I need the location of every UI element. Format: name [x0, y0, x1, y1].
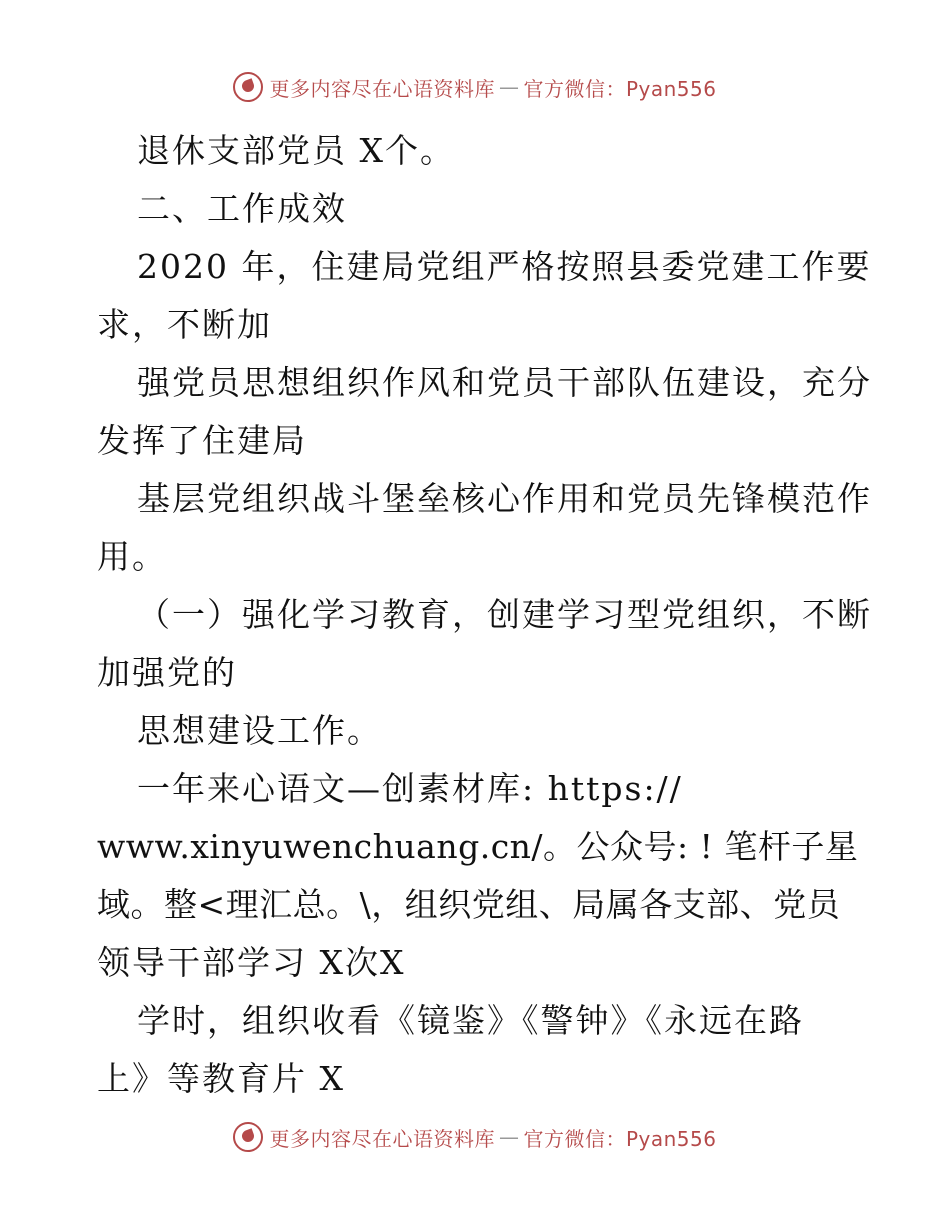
text-line: 思想建设工作。: [137, 711, 382, 750]
text-line: 基层党组织战斗堡垒核心作用和党员先锋模范作: [137, 479, 872, 518]
banner-separator: —: [498, 75, 520, 99]
text-line: 域。整<理汇总。\，组织党组、局属各支部、党员: [97, 885, 841, 924]
banner-separator: —: [498, 1125, 520, 1149]
pen-logo-icon: [233, 72, 263, 102]
header-watermark-banner: [0, 72, 950, 102]
text-line: 上》等教育片 X: [97, 1059, 345, 1098]
banner-wechat-text: 官方微信：Pyan556: [523, 76, 717, 101]
banner-wechat-text: 官方微信：Pyan556: [523, 1126, 717, 1151]
subsection-heading: （一）强化学习教育，创建学习型党组织，不断: [137, 595, 872, 634]
text-line: 2020 年，住建局党组严格按照县委党建工作要: [137, 247, 872, 286]
text-line: 求，不断加: [97, 305, 272, 344]
text-line: 加强党的: [97, 653, 237, 692]
section-heading: 二、工作成效: [137, 189, 347, 228]
text-line: 领导干部学习 X次X: [97, 943, 406, 982]
text-line: 发挥了住建局: [97, 421, 307, 460]
text-line: 强党员思想组织作风和党员干部队伍建设，充分: [137, 363, 872, 402]
text-line: 一年来心语文—创素材库: https://: [137, 769, 683, 808]
footer-watermark-banner: [0, 1122, 950, 1152]
pen-logo-icon: [233, 1122, 263, 1152]
banner-main-text: 更多内容尽在心语资料库: [269, 1126, 495, 1151]
text-line: www.xinyuwenchuang.cn/。公众号: ! 笔杆子星: [97, 827, 859, 866]
text-line: 退休支部党员 X个。: [137, 131, 455, 170]
text-line: 用。: [97, 537, 167, 576]
banner-main-text: 更多内容尽在心语资料库: [269, 76, 495, 101]
text-line: 学时，组织收看《镜鉴》《警钟》《永远在路: [137, 1001, 804, 1040]
document-body: [97, 122, 872, 1108]
